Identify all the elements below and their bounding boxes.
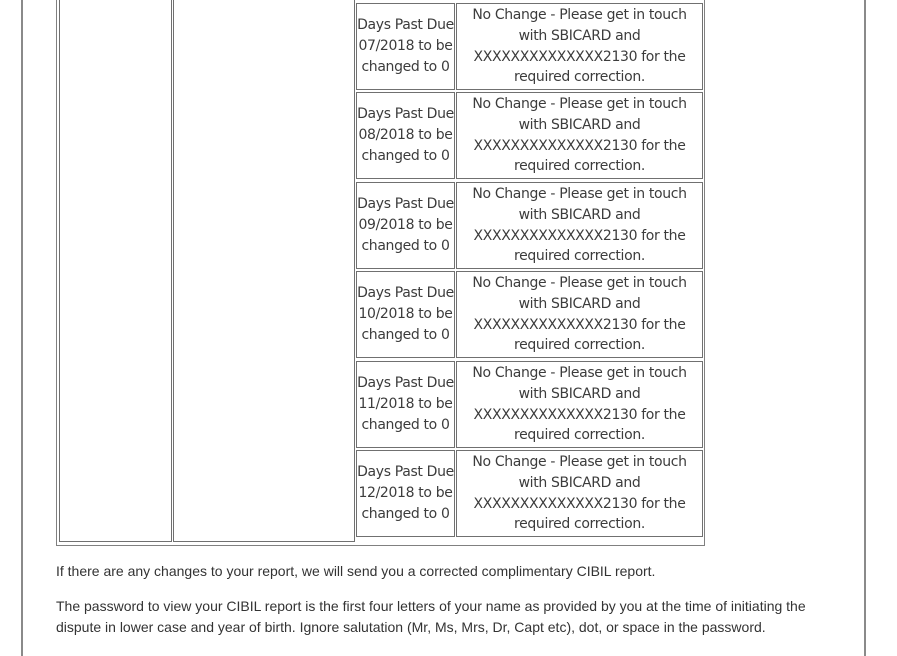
- disputed-item-text: Days Past Due 07/2018 to be changed to 0: [357, 17, 454, 75]
- corrected-report-note: If there are any changes to your report, we will send you a corrected complimentary CIBIL report.: [56, 563, 656, 579]
- dispute-status-cell: [456, 182, 703, 269]
- dispute-status-cell: [456, 271, 703, 358]
- disputed-item-text: Days Past Due 11/2018 to be changed to 0: [357, 375, 454, 433]
- password-info-note: The password to view your CIBIL report is the first four letters of your name as provided by you at the time of initiating the dispute in lower case and year of birth. Ignore salutation (Mr, Ms, Mrs, Dr, Capt etc), dot, or space in the password.: [56, 598, 806, 635]
- dispute-status-text: No Change - Please get in touch with SBICARD and XXXXXXXXXXXXXX2130 for the required correction.: [472, 364, 687, 444]
- dispute-status-text: No Change - Please get in touch with SBICARD and XXXXXXXXXXXXXX2130 for the required correction.: [472, 185, 687, 265]
- dispute-status-cell: [456, 450, 703, 537]
- disputed-item-cell: [356, 450, 455, 537]
- table-row: [356, 92, 703, 179]
- dispute-status-text: No Change - Please get in touch with SBICARD and XXXXXXXXXXXXXX2130 for the required correction.: [472, 95, 687, 175]
- dispute-status-text: No Change - Please get in touch with SBICARD and XXXXXXXXXXXXXX2130 for the required correction.: [472, 453, 687, 533]
- disputed-item-text: Days Past Due 10/2018 to be changed to 0: [357, 285, 454, 343]
- dispute-status-cell: [456, 92, 703, 179]
- disputed-item-text: Days Past Due 08/2018 to be changed to 0: [357, 106, 454, 164]
- disputed-item-cell: [356, 3, 455, 90]
- table-row: [356, 3, 703, 90]
- disputed-item-cell: [356, 92, 455, 179]
- disputed-item-cell: [356, 271, 455, 358]
- table-row: [356, 271, 703, 358]
- dispute-status-cell: [456, 3, 703, 90]
- disputed-item-text: Days Past Due 12/2018 to be changed to 0: [357, 464, 454, 522]
- table-row: [356, 182, 703, 269]
- dispute-status-text: No Change - Please get in touch with SBICARD and XXXXXXXXXXXXXX2130 for the required correction.: [472, 6, 687, 86]
- disputed-item-cell: [356, 182, 455, 269]
- disputed-item-text: Days Past Due 09/2018 to be changed to 0: [357, 196, 454, 254]
- table-column-account: [59, 0, 172, 542]
- table-row: [356, 450, 703, 537]
- table-column-member: [173, 0, 355, 542]
- table-row: [356, 361, 703, 448]
- disputed-item-cell: [356, 361, 455, 448]
- dispute-status-text: No Change - Please get in touch with SBICARD and XXXXXXXXXXXXXX2130 for the required correction.: [472, 274, 687, 354]
- dispute-status-cell: [456, 361, 703, 448]
- dispute-status-table: [56, 0, 705, 546]
